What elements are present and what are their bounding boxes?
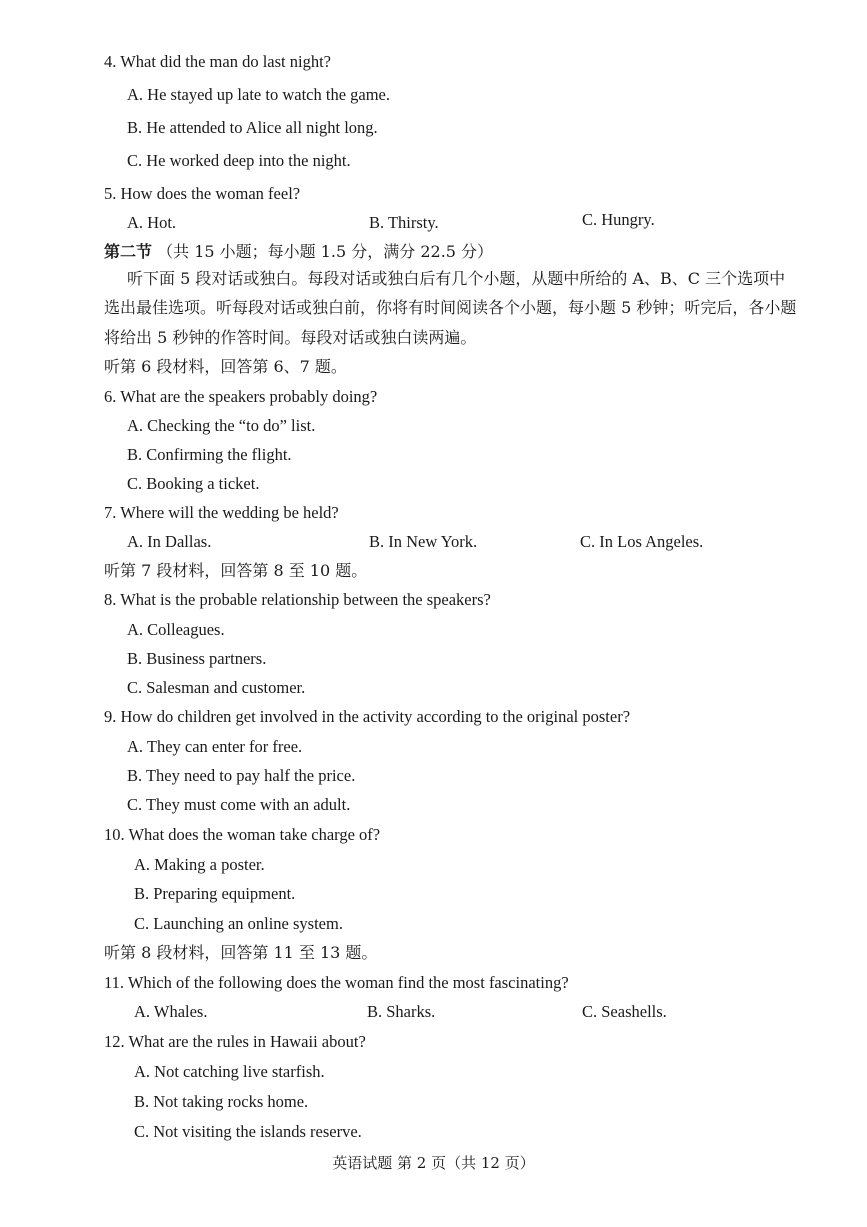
section-2-note: （共 15 小题；每小题 1.5 分，满分 22.5 分） bbox=[157, 242, 494, 261]
question-9-option-c: C. They must come with an adult. bbox=[127, 795, 351, 814]
listening-material-6-heading: 听第 6 段材料，回答第 6、7 题。 bbox=[104, 357, 347, 376]
question-10-option-b: B. Preparing equipment. bbox=[134, 884, 296, 903]
question-11-option-c: C. Seashells. bbox=[582, 1002, 667, 1021]
question-5-option-c: C. Hungry. bbox=[582, 210, 655, 229]
question-11-stem: 11. Which of the following does the woman find the most fascinating? bbox=[104, 973, 569, 992]
page-footer: 英语试题 第 2 页（共 12 页） bbox=[332, 1154, 535, 1172]
question-9-option-b: B. They need to pay half the price. bbox=[127, 766, 356, 785]
question-12-option-c: C. Not visiting the islands reserve. bbox=[134, 1122, 362, 1141]
question-9-stem: 9. How do children get involved in the activity according to the original poster? bbox=[104, 707, 631, 726]
question-4-stem: 4. What did the man do last night? bbox=[104, 52, 331, 71]
question-7-option-c: C. In Los Angeles. bbox=[580, 532, 704, 551]
question-8-option-a: A. Colleagues. bbox=[127, 620, 225, 639]
question-7-option-a: A. In Dallas. bbox=[127, 532, 212, 551]
question-11-option-b: B. Sharks. bbox=[367, 1002, 436, 1021]
question-6-stem: 6. What are the speakers probably doing? bbox=[104, 387, 378, 406]
question-4-option-a: A. He stayed up late to watch the game. bbox=[127, 85, 390, 104]
question-6-option-b: B. Confirming the flight. bbox=[127, 445, 292, 464]
question-9-option-a: A. They can enter for free. bbox=[127, 737, 303, 756]
question-10-option-a: A. Making a poster. bbox=[134, 855, 265, 874]
question-10-stem: 10. What does the woman take charge of? bbox=[104, 825, 381, 844]
question-11-option-a: A. Whales. bbox=[134, 1002, 208, 1021]
question-10-option-c: C. Launching an online system. bbox=[134, 914, 343, 933]
question-8-option-c: C. Salesman and customer. bbox=[127, 678, 306, 697]
listening-material-8-heading: 听第 8 段材料，回答第 11 至 13 题。 bbox=[104, 943, 378, 962]
question-12-option-a: A. Not catching live starfish. bbox=[134, 1062, 325, 1081]
listening-material-7-heading: 听第 7 段材料，回答第 8 至 10 题。 bbox=[104, 561, 368, 580]
question-12-stem: 12. What are the rules in Hawaii about? bbox=[104, 1032, 366, 1051]
section-2-instruction-line-3: 将给出 5 秒钟的作答时间。每段对话或独白读两遍。 bbox=[104, 328, 477, 347]
section-2-header bbox=[104, 241, 493, 263]
question-7-stem: 7. Where will the wedding be held? bbox=[104, 503, 339, 522]
section-2-title: 第二节 bbox=[104, 242, 153, 261]
question-4-option-c: C. He worked deep into the night. bbox=[127, 151, 351, 170]
question-8-option-b: B. Business partners. bbox=[127, 649, 267, 668]
question-5-stem: 5. How does the woman feel? bbox=[104, 184, 301, 203]
section-2-instruction-line-1: 听下面 5 段对话或独白。每段对话或独白后有几个小题，从题中所给的 A、B、C 三个选项中 bbox=[127, 269, 786, 288]
question-5-option-a: A. Hot. bbox=[127, 213, 177, 232]
section-2-instruction-line-2: 选出最佳选项。听每段对话或独白前，你将有时间阅读各个小题，每小题 5 秒钟；听完后，各小题 bbox=[104, 298, 797, 317]
question-8-stem: 8. What is the probable relationship between the speakers? bbox=[104, 590, 491, 609]
question-5-option-b: B. Thirsty. bbox=[369, 213, 439, 232]
question-4-option-b: B. He attended to Alice all night long. bbox=[127, 118, 378, 137]
question-7-option-b: B. In New York. bbox=[369, 532, 478, 551]
question-12-option-b: B. Not taking rocks home. bbox=[134, 1092, 309, 1111]
question-6-option-a: A. Checking the “to do” list. bbox=[127, 416, 316, 435]
question-6-option-c: C. Booking a ticket. bbox=[127, 474, 260, 493]
